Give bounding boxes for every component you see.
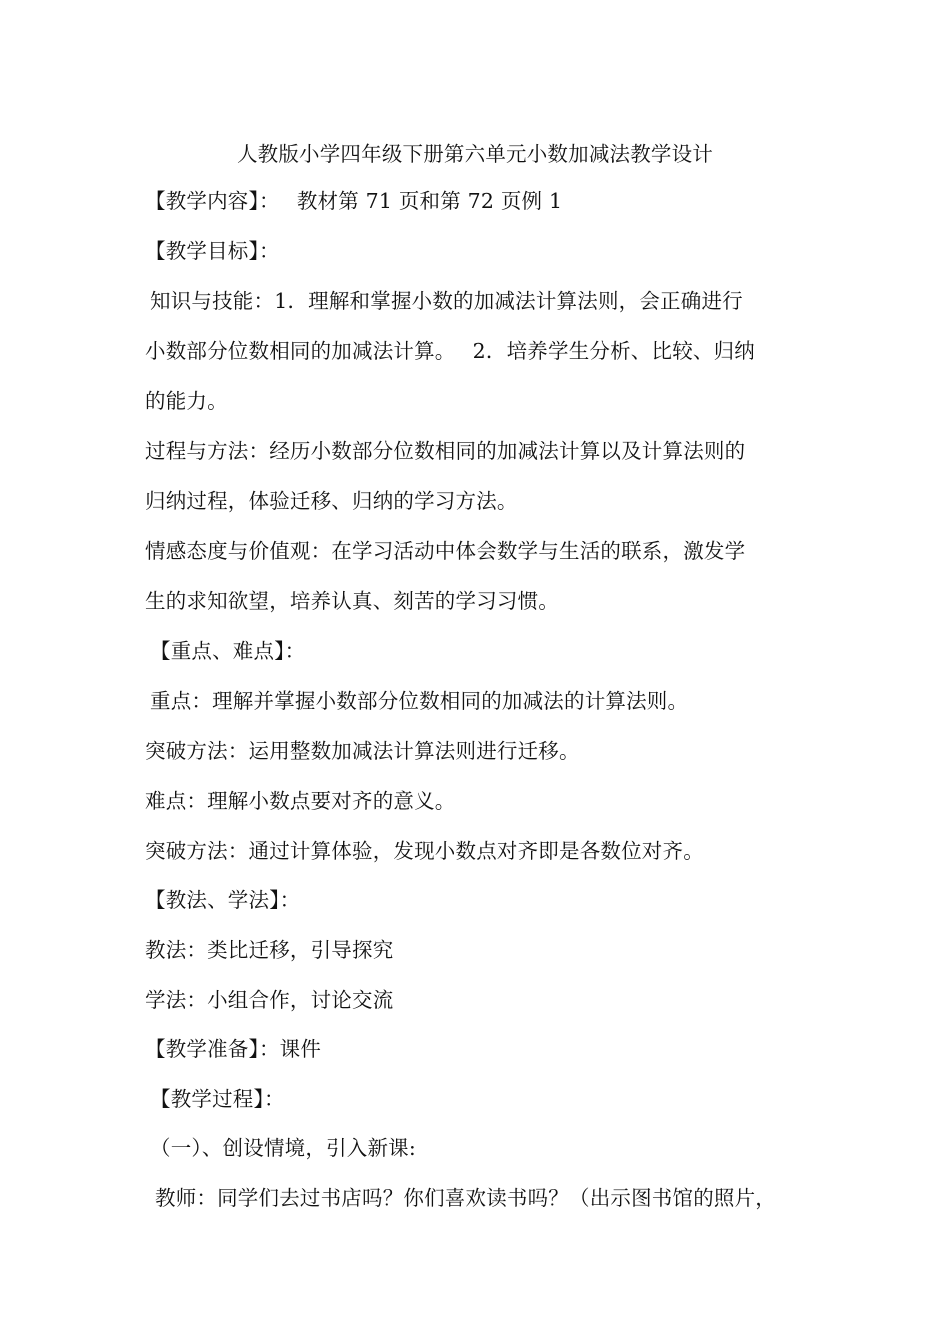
process-heading: 【教学过程】： [150,1087,285,1111]
paragraph-line: 学法：小组合作，讨论交流 [145,988,394,1012]
paragraph-line: 小数部分位数相同的加减法计算。 2．培养学生分析、比较、归纳 [145,339,756,363]
paragraph-line: 重点：理解并掌握小数部分位数相同的加减法的计算法则。 [150,689,689,713]
paragraph-line: 归纳过程，体验迁移、归纳的学习方法。 [145,489,518,513]
paragraph-line: 知识与技能：1．理解和掌握小数的加减法计算法则，会正确进行 [150,289,743,313]
paragraph-line: 教法：类比迁移，引导探究 [145,938,394,962]
paragraph-line: 过程与方法：经历小数部分位数相同的加减法计算以及计算法则的 [145,439,746,463]
section-heading: （一）、创设情境，引入新课: [150,1136,416,1160]
paragraph-line: 难点：理解小数点要对齐的意义。 [145,789,456,813]
paragraph-line: 生的求知欲望，培养认真、刻苦的学习习惯。 [145,589,559,613]
paragraph-line: 的能力。 [145,389,228,413]
preparation-line: 【教学准备】：课件 [145,1037,322,1061]
methods-heading: 【教法、学法】： [145,888,301,912]
paragraph-line: 教师：同学们去过书店吗？你们喜欢读书吗？（出示图书馆的照片， [155,1186,776,1210]
paragraph-line: 突破方法：通过计算体验，发现小数点对齐即是各数位对齐。 [145,839,704,863]
document-title: 人教版小学四年级下册第六单元小数加减法教学设计 [236,142,714,166]
key-points-heading: 【重点、难点】： [150,639,306,663]
teaching-goals-heading: 【教学目标】： [145,239,280,263]
teaching-content-line: 【教学内容】： 教材第 71 页和第 72 页例 1 [145,189,563,213]
paragraph-line: 突破方法：运用整数加减法计算法则进行迁移。 [145,739,580,763]
paragraph-line: 情感态度与价值观：在学习活动中体会数学与生活的联系，激发学 [145,539,746,563]
